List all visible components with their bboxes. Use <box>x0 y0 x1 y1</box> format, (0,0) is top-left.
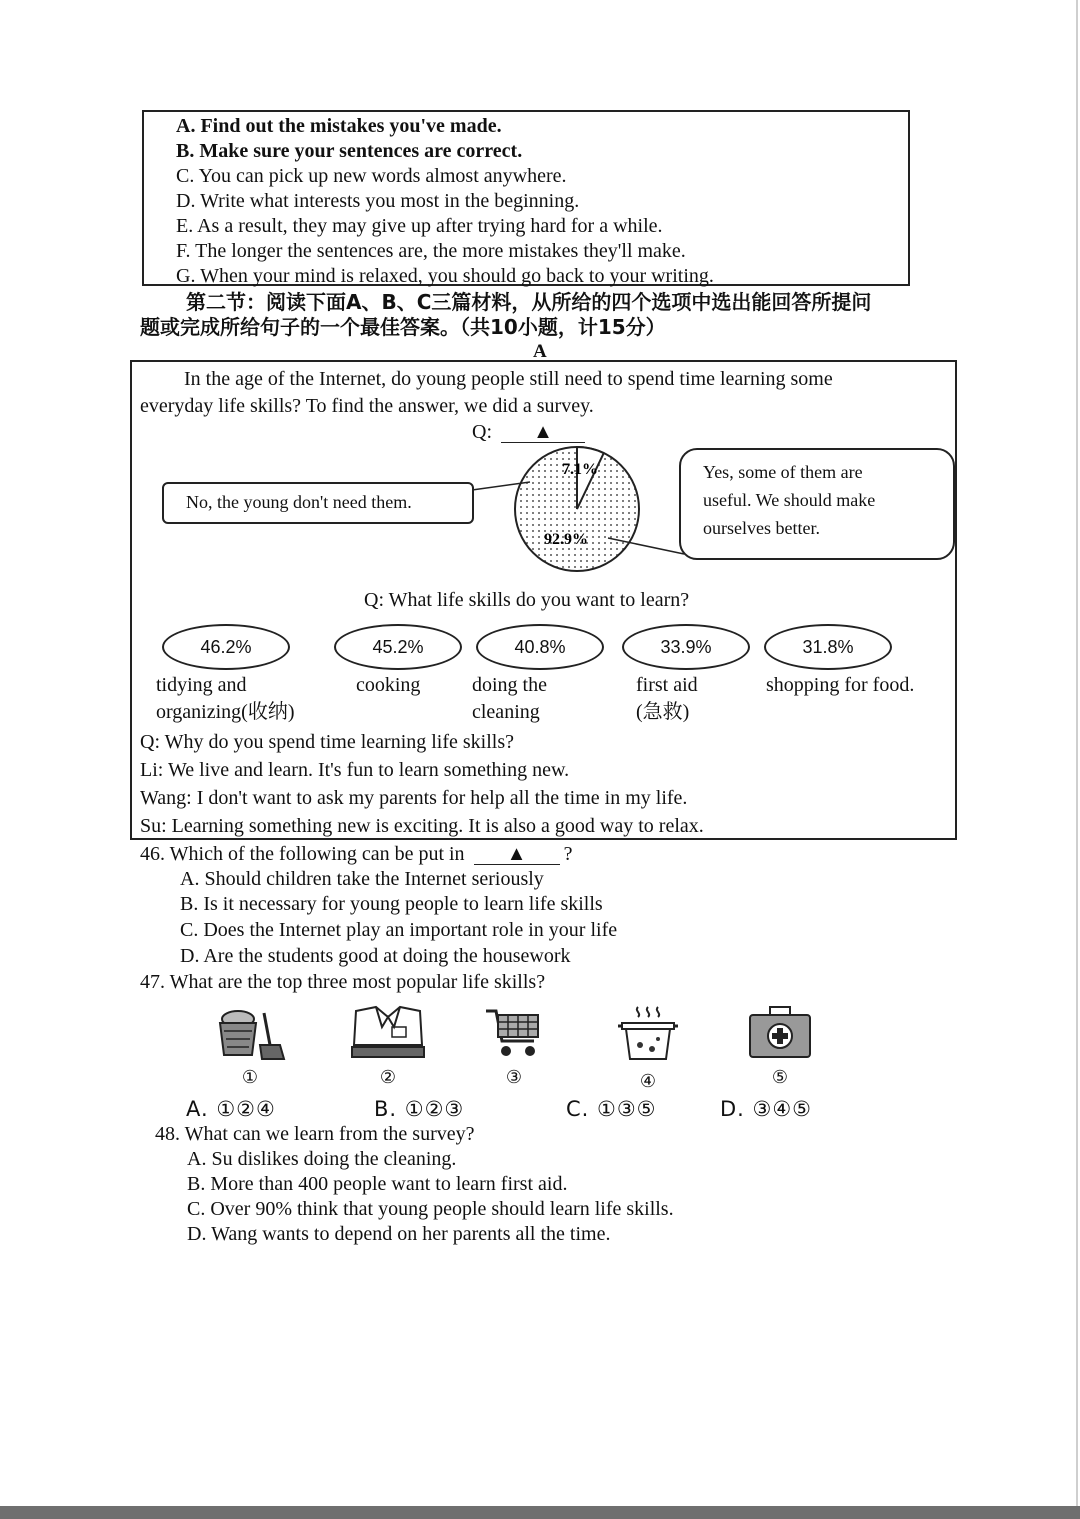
q48-option-b: B. More than 400 people want to learn first aid. <box>187 1173 568 1195</box>
cleaning-basket-icon <box>214 1005 286 1061</box>
pie-label-92-9: 92.9% <box>544 531 588 548</box>
q46-stem-text: 46. Which of the following can be put in <box>140 843 465 865</box>
question-label: Q: <box>472 421 492 443</box>
first-aid-kit-icon <box>746 1005 814 1061</box>
q48-option-d: D. Wang wants to depend on her parents all the time. <box>187 1223 611 1245</box>
skill-label-first-aid <box>636 672 698 726</box>
cooking-pot-icon <box>616 1005 680 1065</box>
q47-number-4: ④ <box>639 1071 657 1091</box>
q47-choice-b: B. ①②③ <box>374 1097 465 1121</box>
q47-choice-d: D. ③④⑤ <box>720 1097 812 1121</box>
option-c: C. You can pick up new words almost anywhere. <box>176 165 567 187</box>
survey-question-3: Q: Why do you spend time learning life skills? <box>140 731 515 753</box>
pointer-no <box>472 482 530 490</box>
option-a: A. Find out the mistakes you've made. <box>176 115 502 137</box>
pie-label-7-1: 7.1% <box>562 461 598 478</box>
skill-label-cleaning <box>472 672 547 726</box>
skill-percent-tidying: 46.2% <box>162 624 290 670</box>
answer-li: Li: We live and learn. It's fun to learn something new. <box>140 759 570 781</box>
q47-icon-4 <box>603 1005 693 1092</box>
skill-label-line: (急救) <box>636 701 690 723</box>
q46-option-b: B. Is it necessary for young people to learn life skills <box>180 893 603 915</box>
q46-blank <box>474 844 560 865</box>
skill-label-line: tidying and <box>156 674 247 696</box>
section-heading-line2: 题或完成所给句子的一个最佳答案。（共10小题，计15分） <box>140 315 666 339</box>
option-d: D. Write what interests you most in the beginning. <box>176 190 580 212</box>
skill-label-line: doing the <box>472 674 547 696</box>
answer-wang: Wang: I don't want to ask my parents for help all the time in my life. <box>140 787 688 809</box>
bubble-yes-line-1: Yes, some of them are <box>703 462 863 482</box>
q47-choice-a: A. ①②④ <box>186 1097 276 1121</box>
q47-icon-3 <box>469 1005 559 1088</box>
option-g: G. When your mind is relaxed, you should go back to your writing. <box>176 265 714 287</box>
q47-icon-2 <box>343 1005 433 1088</box>
folded-clothes-icon <box>348 1005 428 1061</box>
q48-option-c: C. Over 90% think that young people should learn life skills. <box>187 1198 674 1220</box>
q46-option-d: D. Are the students good at doing the housework <box>180 945 571 967</box>
q46-tail: ? <box>563 843 573 865</box>
bubble-yes-line-3: ourselves better. <box>703 518 820 538</box>
passage-letter: A <box>533 341 547 362</box>
page-edge-rule <box>1076 0 1078 1519</box>
q46-option-a: A. Should children take the Internet seriously <box>180 868 544 890</box>
q47-number-3: ③ <box>505 1067 523 1087</box>
speech-bubble-yes <box>679 448 955 560</box>
options-box <box>142 110 910 286</box>
q46-option-c: C. Does the Internet play an important role in your life <box>180 919 618 941</box>
intro-line-2: everyday life skills? To find the answer, we did a survey. <box>140 395 594 417</box>
survey-question-2: Q: What life skills do you want to learn? <box>364 589 690 611</box>
scan-bottom-band <box>0 1506 1080 1519</box>
skill-label-cooking <box>356 672 420 699</box>
blank-triangle-icon: ▲ <box>533 421 553 443</box>
skill-label-tidying <box>156 672 295 726</box>
skill-label-line: organizing(收纳) <box>156 701 295 723</box>
section-heading-line1: 第二节：阅读下面A、B、C三篇材料，从所给的四个选项中选出能回答所提问 <box>186 290 872 314</box>
question-48-stem: 48. What can we learn from the survey? <box>155 1123 475 1145</box>
skill-percent-cleaning: 40.8% <box>476 624 604 670</box>
q47-number-1: ① <box>241 1067 259 1087</box>
skill-label-line: shopping for food. <box>766 674 915 696</box>
option-b: B. Make sure your sentences are correct. <box>176 140 523 162</box>
skill-label-shopping <box>766 672 914 699</box>
question-46-stem <box>140 842 572 867</box>
question-47-stem: 47. What are the top three most popular life skills? <box>140 971 546 993</box>
blank-triangle-icon: ▲ <box>506 843 527 865</box>
bubble-yes-line-2: useful. We should make <box>703 490 876 510</box>
option-e: E. As a result, they may give up after trying hard for a while. <box>176 215 663 237</box>
skill-label-line: cooking <box>356 674 421 696</box>
q47-number-5: ⑤ <box>771 1067 789 1087</box>
q48-option-a: A. Su dislikes doing the cleaning. <box>187 1148 457 1170</box>
survey-box <box>130 360 957 840</box>
q47-choice-c: C. ①③⑤ <box>566 1097 657 1121</box>
speech-bubble-no: No, the young don't need them. <box>162 482 474 524</box>
intro-line-1: In the age of the Internet, do young people still need to spend time learning some <box>184 368 833 390</box>
q47-icon-5 <box>735 1005 825 1088</box>
pointer-yes <box>608 538 684 554</box>
shopping-cart-icon <box>484 1005 544 1061</box>
skill-label-line: first aid <box>636 674 698 696</box>
answer-su: Su: Learning something new is exciting. It is also a good way to relax. <box>140 815 704 837</box>
skill-label-line: cleaning <box>472 701 540 723</box>
skill-percent-first-aid: 33.9% <box>622 624 750 670</box>
skill-percent-shopping: 31.8% <box>764 624 892 670</box>
skill-percent-cooking: 45.2% <box>334 624 462 670</box>
q47-number-2: ② <box>379 1067 397 1087</box>
q47-icon-1 <box>205 1005 295 1088</box>
option-f: F. The longer the sentences are, the more mistakes they'll make. <box>176 240 686 262</box>
